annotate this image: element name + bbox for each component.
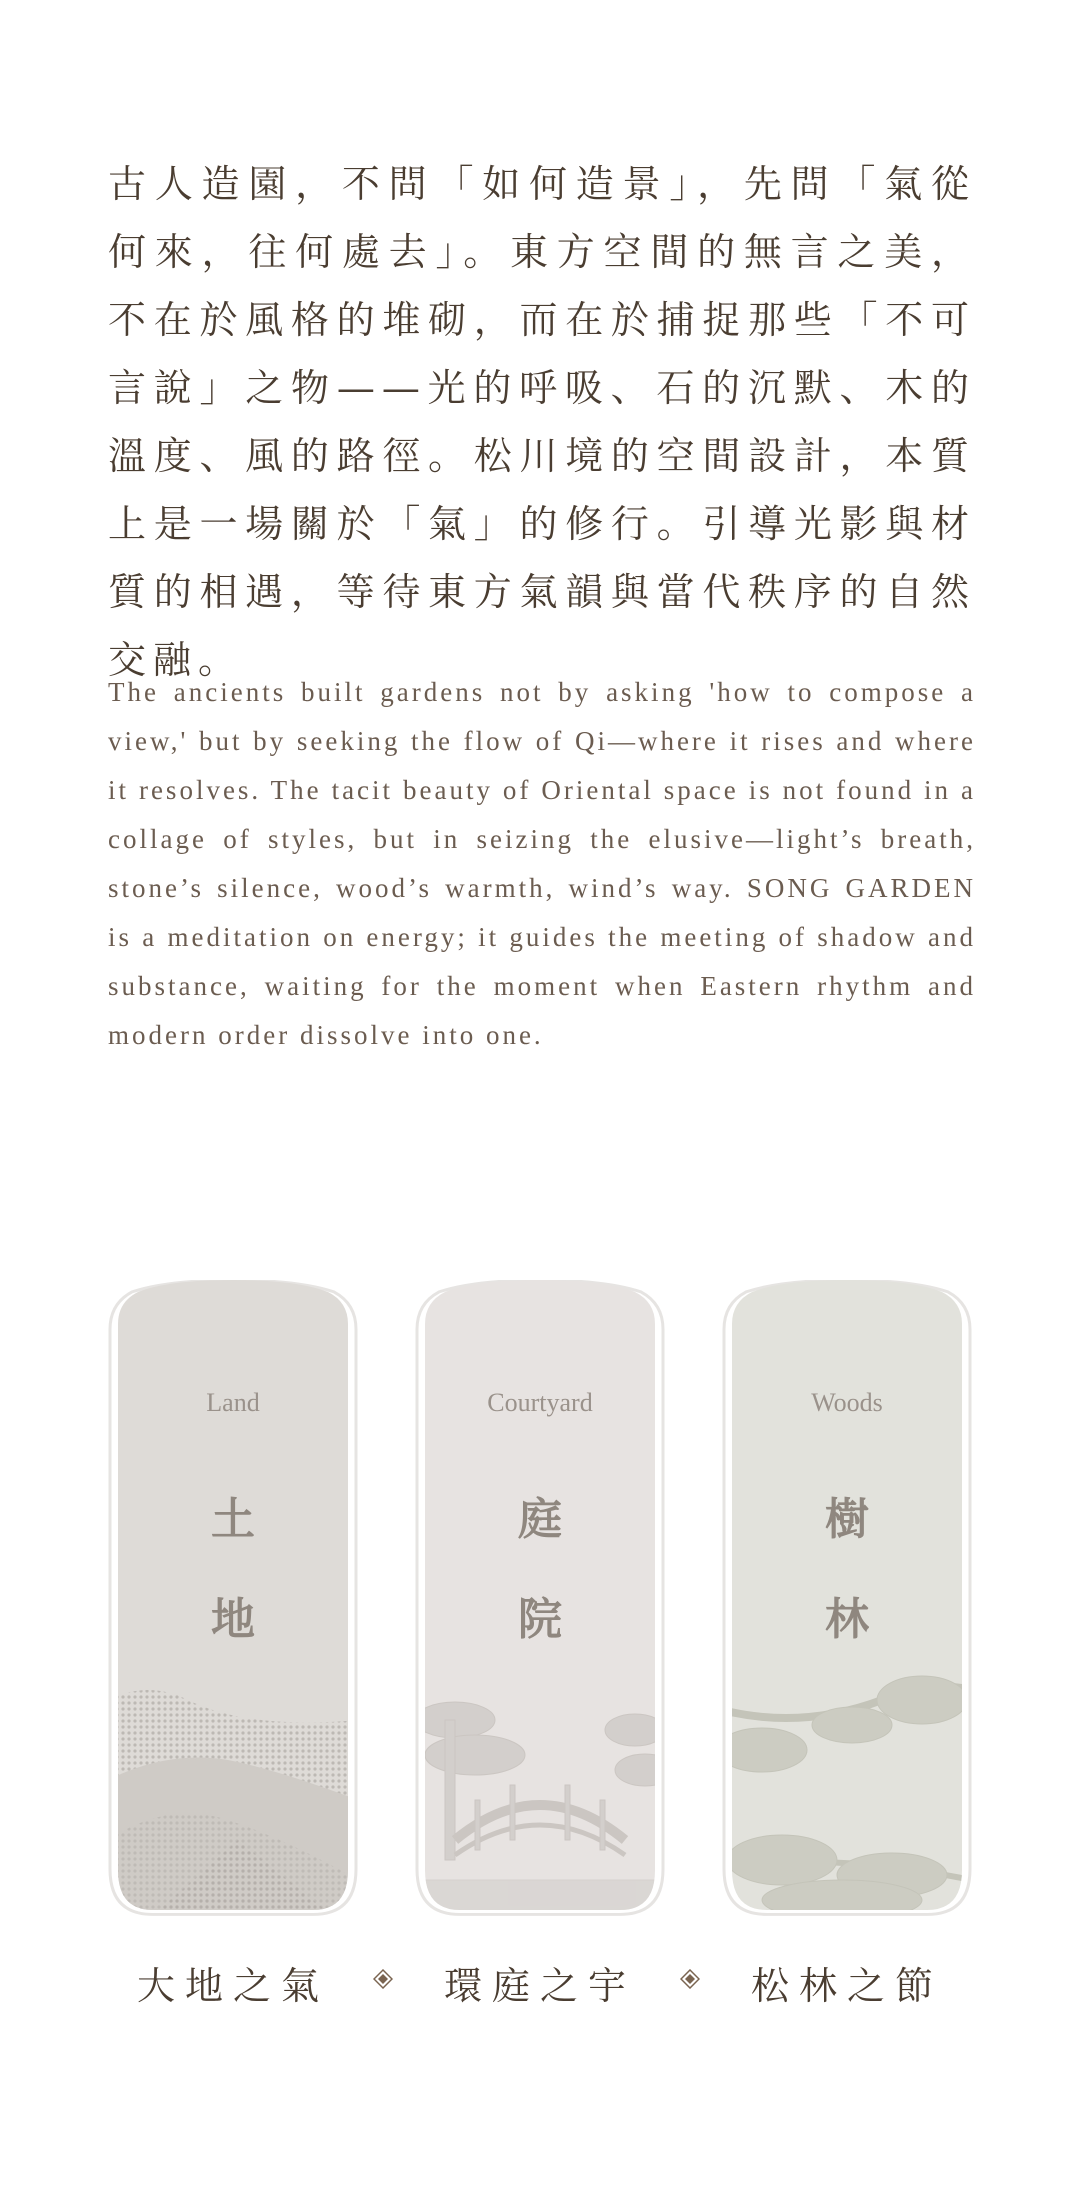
card-courtyard bbox=[415, 1280, 665, 1920]
caption-land: 大地之氣 bbox=[136, 1964, 329, 2008]
intro-paragraph-en: The ancients built gardens not by asking 'how to compose a view,' but by seeking the flow of Qi—where it rises and where it resolves. The tacit beauty of Oriental space is not found in a collage of styles, but in seizing the elusive—light’s breath, stone’s silence, wood’s warmth, wind’s way. SONG GARDEN is a meditation on energy; it guides the meeting of shadow and substance, waiting for the moment when Eastern rhythm and modern order dissolve into one. bbox=[108, 677, 976, 1050]
intro-paragraph-zh: 古人造園，不問「如何造景」，先問「氣從何來，往何處去」。東方空間的無言之美，不在於風格的堆砌，而在於捕捉那些「不可言說」之物——光的呼吸、石的沉默、木的溫度、風的路徑。松川境的空間設計，本質上是一場關於「氣」的修行。引導光影與材質的相遇，等待東方氣韻與當代秩序的自然交融。 bbox=[108, 162, 976, 682]
element-cards bbox=[0, 1280, 1080, 1920]
card-char-2: 院 bbox=[518, 1594, 562, 1645]
card-char-2: 地 bbox=[211, 1594, 255, 1645]
card-captions bbox=[0, 1955, 1080, 2015]
card-char-1: 土 bbox=[211, 1494, 255, 1545]
mountain-icon bbox=[108, 1690, 358, 1920]
card-label-en: Land bbox=[206, 1388, 260, 1417]
caption-woods: 松林之節 bbox=[750, 1964, 943, 2008]
card-char-1: 庭 bbox=[518, 1494, 562, 1545]
diamond-ornament-icon bbox=[680, 1969, 700, 1989]
card-woods bbox=[722, 1280, 972, 1920]
card-label-en: Courtyard bbox=[487, 1388, 593, 1417]
card-label-en: Woods bbox=[811, 1388, 883, 1417]
card-char-1: 樹 bbox=[825, 1494, 869, 1545]
card-land bbox=[108, 1280, 358, 1920]
card-label-zh bbox=[415, 1470, 665, 1670]
card-label-zh bbox=[722, 1470, 972, 1670]
diamond-ornament-icon bbox=[373, 1969, 393, 1989]
card-label-zh bbox=[108, 1470, 358, 1670]
card-char-2: 林 bbox=[825, 1594, 869, 1645]
caption-courtyard: 環庭之宇 bbox=[443, 1964, 636, 2008]
